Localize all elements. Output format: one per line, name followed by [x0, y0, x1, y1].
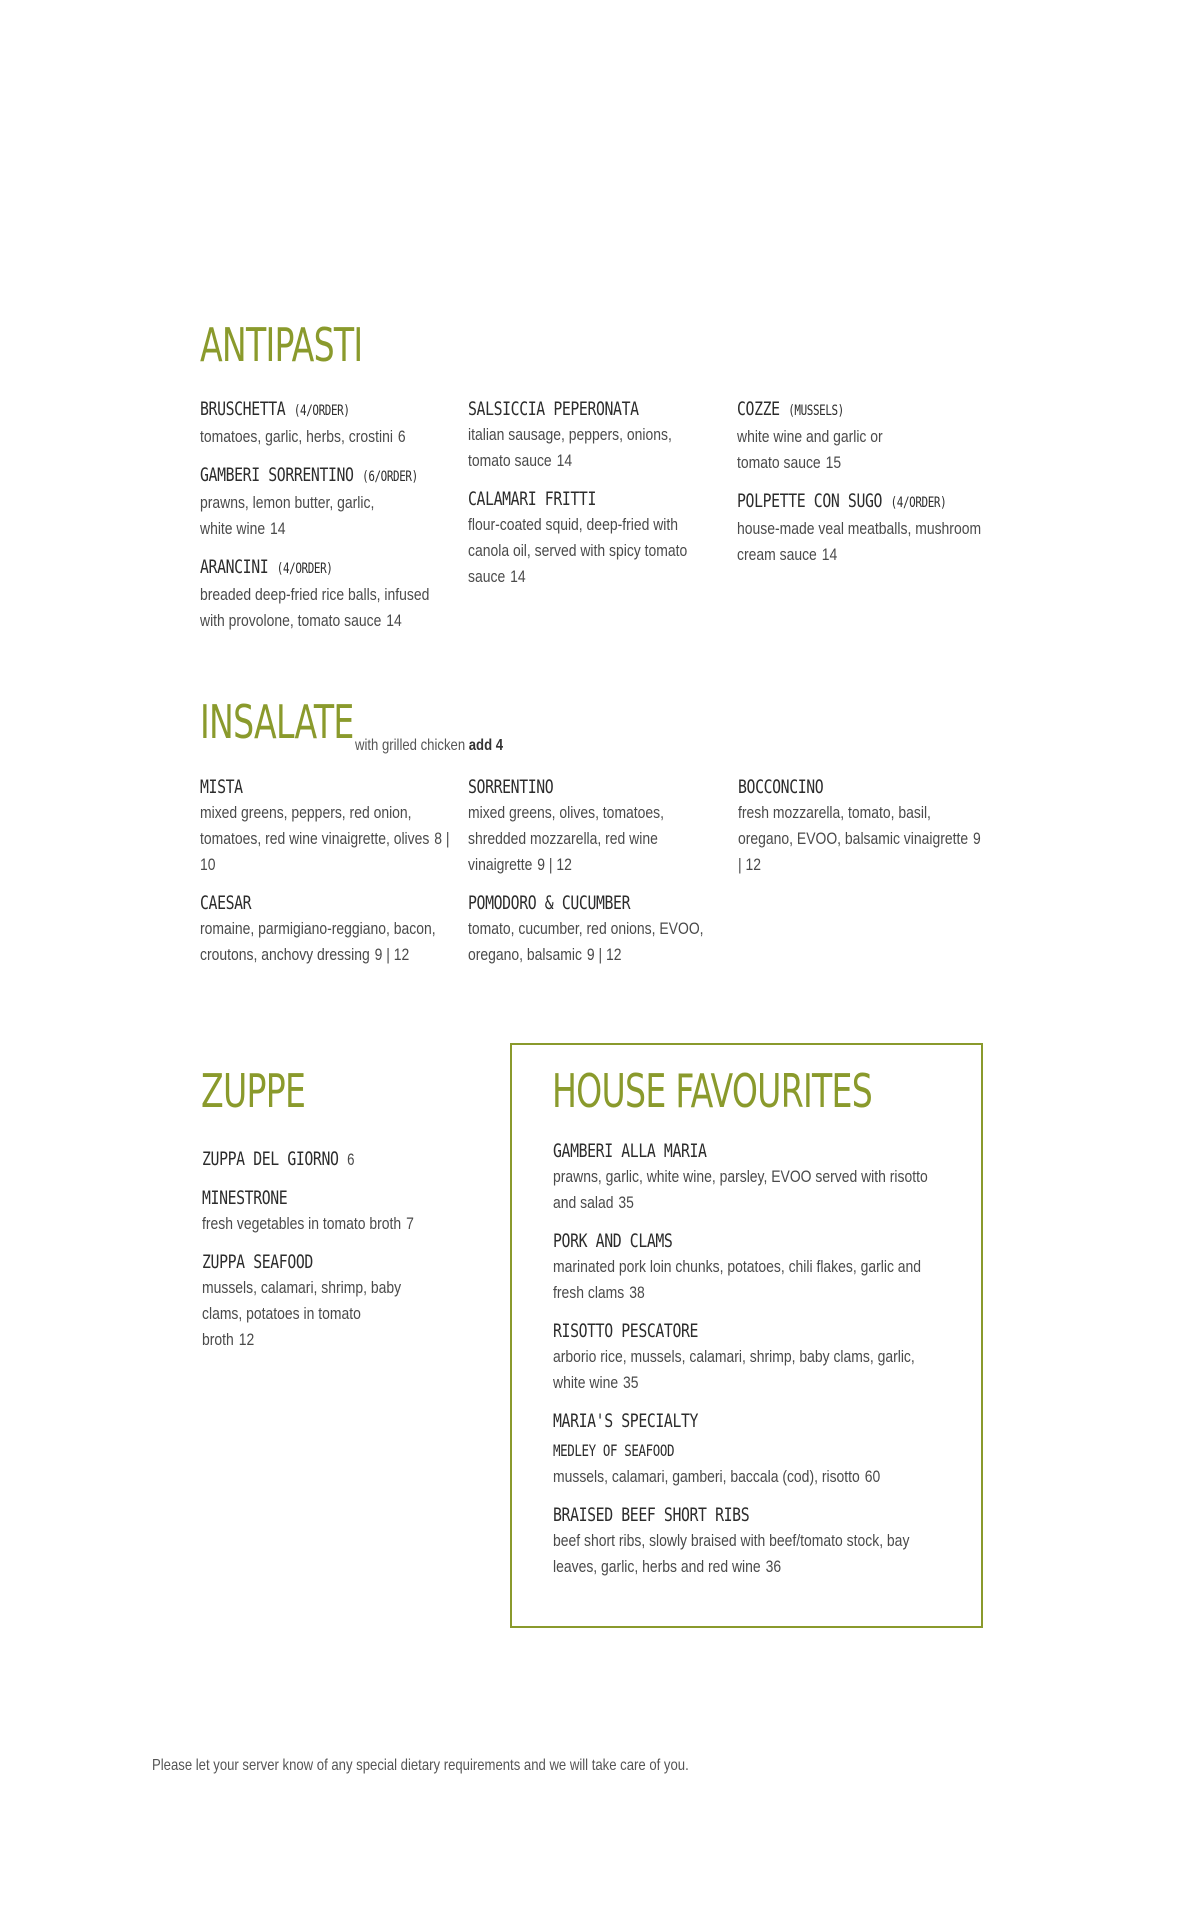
menu-item-zuppa-seafood: [202, 1249, 452, 1353]
menu-item-gamberi-sorrentino: [200, 462, 450, 542]
insalate-column-2: [468, 774, 718, 980]
menu-item-minestrone: [202, 1185, 452, 1237]
menu-item-sorrentino: [468, 774, 718, 878]
item-name: RISOTTO PESCATORE: [553, 1320, 699, 1342]
menu-item-salsiccia-peperonata: [468, 396, 718, 474]
item-desc: tomatoes, garlic, herbs, crostini 6: [200, 427, 406, 446]
menu-item-gamberi-alla-maria: [553, 1138, 953, 1216]
house-favourites-title: HOUSE FAVOURITES: [552, 1064, 873, 1118]
item-price: 14: [270, 519, 286, 538]
item-desc: mussels, calamari, gamberi, baccala (cod), risotto 60: [553, 1467, 881, 1486]
insalate-column-1: [200, 774, 450, 980]
item-name: BRUSCHETTA (4/ORDER): [200, 398, 350, 420]
item-desc: italian sausage, peppers, onions, tomato sauce 14: [468, 425, 672, 470]
item-price: 9 | 12: [586, 945, 622, 964]
item-name: CALAMARI FRITTI: [468, 488, 596, 510]
item-price: 8 | 10: [200, 829, 450, 874]
menu-item-calamari-fritti: [468, 486, 718, 590]
item-price: 14: [510, 567, 526, 586]
menu-item-marias-specialty: [553, 1408, 953, 1490]
item-name: MARIA'S SPECIALTY: [553, 1410, 699, 1432]
item-name: BOCCONCINO: [738, 776, 824, 798]
item-desc: mixed greens, olives, tomatoes, shredded mozzarella, red wine vinaigrette 9 | 12: [468, 803, 665, 874]
item-price: 6: [347, 1150, 355, 1169]
item-price: 15: [825, 453, 842, 472]
item-price: 35: [618, 1193, 634, 1212]
item-price: 9 | 12: [738, 829, 981, 874]
item-name: POLPETTE CON SUGO (4/ORDER): [737, 490, 947, 512]
menu-item-bruschetta: [200, 396, 450, 450]
item-price: 36: [765, 1557, 782, 1576]
item-desc: fresh mozzarella, tomato, basil, oregano, EVOO, balsamic vinaigrette 9 | 12: [738, 803, 981, 874]
item-desc: prawns, lemon butter, garlic, white wine 14: [200, 493, 375, 538]
item-price: 6: [397, 427, 406, 446]
item-name: GAMBERI SORRENTINO (6/ORDER): [200, 464, 418, 486]
item-price: 12: [238, 1330, 255, 1349]
item-name: MISTA: [200, 776, 243, 798]
menu-item-pomodoro-cucumber: [468, 890, 718, 968]
item-desc: house-made veal meatballs, mushroom cream sauce 14: [737, 519, 982, 564]
menu-item-pork-and-clams: [553, 1228, 953, 1306]
menu-item-bocconcino: [738, 774, 988, 878]
item-price: 7: [406, 1214, 414, 1233]
antipasti-title: ANTIPASTI: [200, 318, 363, 372]
menu-item-cozze: [737, 396, 987, 476]
item-desc: white wine and garlic or tomato sauce 15: [737, 427, 883, 472]
item-desc: tomato, cucumber, red onions, EVOO, oregano, balsamic 9 | 12: [468, 919, 704, 964]
menu-item-braised-beef-short-ribs: [553, 1502, 953, 1580]
footer-note: Please let your server know of any special dietary requirements and we will take care of you.: [152, 1757, 689, 1774]
item-desc: arborio rice, mussels, calamari, shrimp, baby clams, garlic, white wine 35: [553, 1347, 915, 1392]
item-name: ZUPPA DEL GIORNO 6: [202, 1148, 355, 1170]
insalate-subtitle: with grilled chicken add 4: [355, 737, 504, 754]
item-name: PORK AND CLAMS: [553, 1230, 673, 1252]
item-price: 9 | 12: [537, 855, 572, 874]
item-desc: marinated pork loin chunks, potatoes, chili flakes, garlic and fresh clams 38: [553, 1257, 922, 1302]
item-desc: flour-coated squid, deep-fried with canola oil, served with spicy tomato sauce 14: [468, 515, 688, 586]
item-name: MINESTRONE: [202, 1187, 288, 1209]
antipasti-column-1: [200, 396, 450, 646]
item-name: POMODORO & CUCUMBER: [468, 892, 631, 914]
menu-item-mista: [200, 774, 450, 878]
item-desc: beef short ribs, slowly braised with beef/tomato stock, bay leaves, garlic, herbs and red wine 36: [553, 1531, 910, 1576]
zuppe-column: [202, 1146, 452, 1365]
item-name: BRAISED BEEF SHORT RIBS: [553, 1504, 750, 1526]
item-name: SALSICCIA PEPERONATA: [468, 398, 639, 420]
insalate-column-3: [738, 774, 988, 890]
item-name: SORRENTINO: [468, 776, 554, 798]
antipasti-column-3: [737, 396, 987, 580]
zuppe-title: ZUPPE: [201, 1064, 306, 1118]
house-favourites-column: [553, 1138, 953, 1592]
insalate-title: INSALATE: [200, 695, 354, 749]
item-name: ARANCINI (4/ORDER): [200, 556, 333, 578]
item-desc: mussels, calamari, shrimp, baby clams, potatoes in tomato broth 12: [202, 1278, 402, 1349]
item-name: COZZE (MUSSELS): [737, 398, 844, 420]
menu-item-arancini: [200, 554, 450, 634]
item-desc: mixed greens, peppers, red onion, tomatoes, red wine vinaigrette, olives 8 | 10: [200, 803, 450, 874]
item-price: 14: [556, 451, 573, 470]
item-price: 35: [623, 1373, 639, 1392]
menu-item-zuppa-del-giorno: [202, 1146, 452, 1173]
item-price: 14: [821, 545, 838, 564]
menu-item-polpette-con-sugo: [737, 488, 987, 568]
item-price: 38: [629, 1283, 645, 1302]
item-desc: romaine, parmigiano-reggiano, bacon, croutons, anchovy dressing 9 | 12: [200, 919, 436, 964]
antipasti-column-2: [468, 396, 718, 602]
item-desc: fresh vegetables in tomato broth 7: [202, 1214, 414, 1233]
item-price: 60: [864, 1467, 881, 1486]
item-name: ZUPPA SEAFOOD: [202, 1251, 313, 1273]
item-desc: breaded deep-fried rice balls, infused with provolone, tomato sauce 14: [200, 585, 430, 630]
item-sub-name: MEDLEY OF SEAFOOD: [553, 1441, 675, 1460]
menu-item-risotto-pescatore: [553, 1318, 953, 1396]
item-name: CAESAR: [200, 892, 252, 914]
item-desc: prawns, garlic, white wine, parsley, EVOO served with risotto and salad 35: [553, 1167, 928, 1212]
menu-item-caesar: [200, 890, 450, 968]
item-price: 14: [386, 611, 402, 630]
item-name: GAMBERI ALLA MARIA: [553, 1140, 707, 1162]
item-price: 9 | 12: [374, 945, 410, 964]
